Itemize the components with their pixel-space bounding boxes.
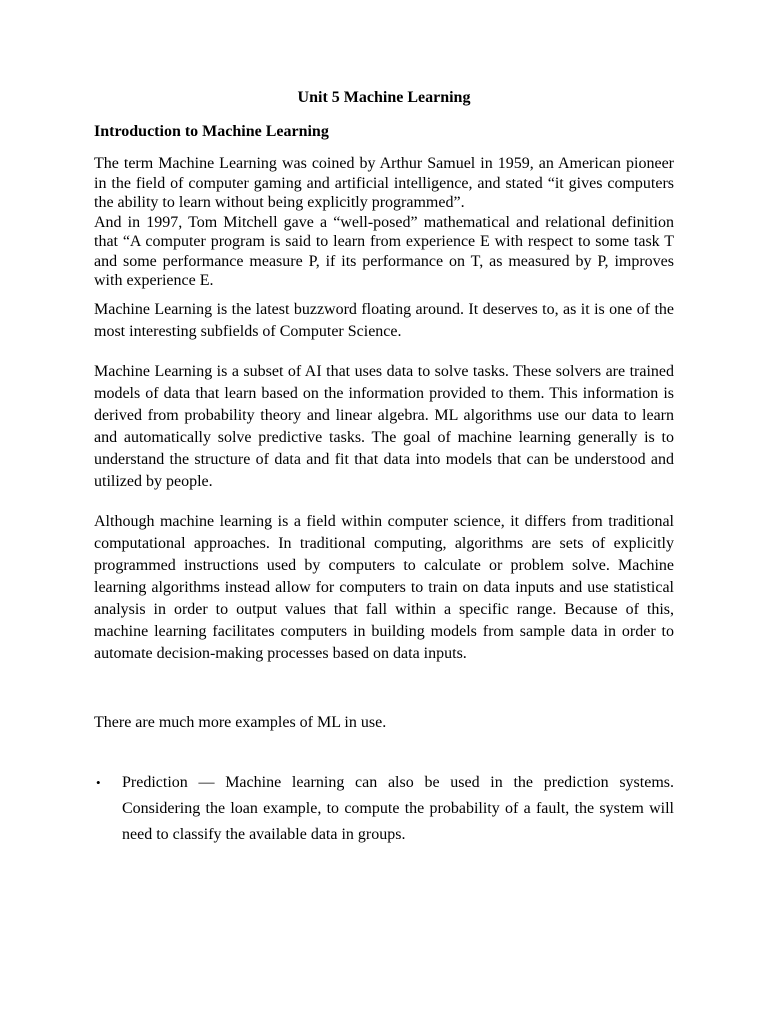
- list-item-text: Prediction — Machine learning can also be used in the prediction systems. Considering the loan example, to compute the probability of a fault, the system will need to classify the available data in groups.: [122, 773, 674, 843]
- paragraph-ml-subset-of-ai: Machine Learning is a subset of AI that uses data to solve tasks. These solvers are trained models of data that learn based on the information provided to them. This information is derived from probability theory and linear algebra. ML algorithms use our data to learn and automatically solve predictive tasks. The goal of machine learning generally is to understand the structure of data and fit that data into models that can be understood and utilized by people.: [94, 362, 674, 490]
- paragraph-samuel-definition: The term Machine Learning was coined by Arthur Samuel in 1959, an American pioneer in the field of computer gaming and artificial intelligence, and stated “it gives computers the ability to learn without being explicitly programmed”.: [94, 155, 674, 211]
- paragraph-more-examples: There are much more examples of ML in use.: [94, 713, 387, 731]
- paragraph-mitchell-definition: And in 1997, Tom Mitchell gave a “well-posed” mathematical and relational definition that “A computer program is said to learn from experience E with respect to some task T and some performance measure P, if its performance on T, as measured by P, improves with experience E.: [94, 213, 674, 289]
- page-title: Unit 5 Machine Learning: [297, 89, 471, 106]
- paragraph-buzzword: Machine Learning is the latest buzzword floating around. It deserves to, as it is one of the most interesting subfields of Computer Science.: [94, 300, 674, 340]
- section-heading: Introduction to Machine Learning: [94, 123, 329, 140]
- examples-list: [94, 770, 674, 848]
- list-item: [94, 770, 674, 848]
- paragraph-traditional-computing: Although machine learning is a field within computer science, it differs from traditional computational approaches. In traditional computing, algorithms are sets of explicitly programmed instructions used by computers to calculate or problem solve. Machine learning algorithms instead allow for computers to train on data inputs and use statistical analysis in order to output values that fall within a specific range. Because of this, machine learning facilitates computers in building models from sample data in order to automate decision-making processes based on data inputs.: [94, 512, 674, 662]
- bullet-icon: •: [96, 774, 101, 790]
